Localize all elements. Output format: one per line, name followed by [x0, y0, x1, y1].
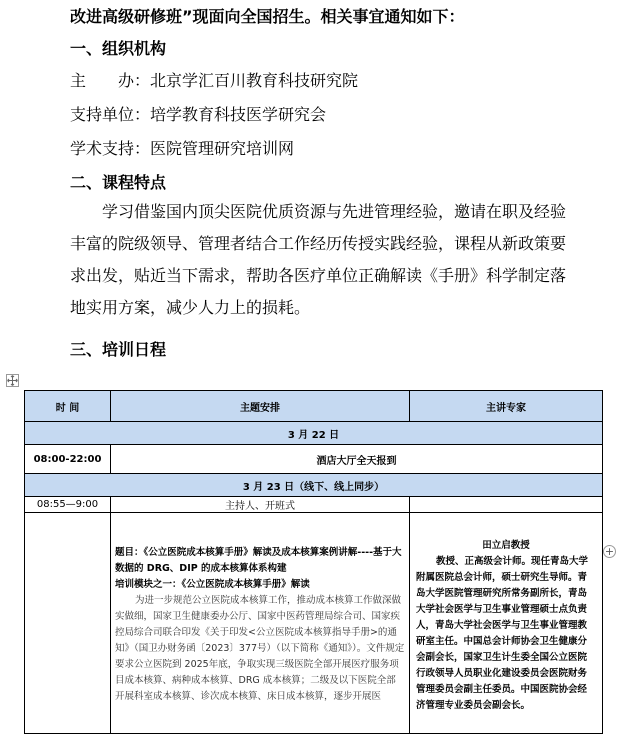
row-expert-empty [410, 497, 603, 513]
table-header-row [25, 391, 603, 422]
table-move-handle-icon[interactable] [6, 374, 19, 387]
row-topic-detail [111, 513, 410, 734]
schedule-table [24, 390, 603, 734]
support-line [70, 102, 326, 125]
topic-module: 培训模块之一：《公立医院成本核算手册》解读 [115, 579, 310, 590]
day-label-2: 3 月 23 日（线下、线上同步） [25, 474, 603, 497]
table-row [25, 513, 603, 734]
row-topic: 酒店大厅全天报到 [111, 445, 603, 474]
row-time: 08:55—9:00 [25, 497, 111, 513]
header-expert: 主讲专家 [410, 391, 603, 422]
row-expert-detail [410, 513, 603, 734]
header-topic: 主题安排 [111, 391, 410, 422]
support-label: 支持单位： [70, 105, 151, 124]
organizer-label: 主 办： [70, 71, 151, 90]
header-time: 时 间 [25, 391, 111, 422]
organizer-value: 北京学汇百川教育科技研究院 [150, 71, 359, 90]
day-row-2 [25, 474, 603, 497]
section3-title: 三、培训日程 [70, 340, 167, 359]
course-paragraph [70, 196, 570, 324]
intro-line: 改进高级研修班”现面向全国招生。相关事宜通知如下： [70, 7, 465, 26]
add-column-plus-icon[interactable]: + [604, 545, 615, 558]
organizer-line [70, 68, 358, 91]
topic-title: 题目：《公立医院成本核算手册》解读及成本核算案例讲解----基于大数据的 DRG、DIP 的成本核算体系构建 [115, 547, 402, 574]
row-time: 08:00-22:00 [25, 445, 111, 474]
table-row [25, 445, 603, 474]
section2-title: 二、课程特点 [70, 173, 167, 192]
expert-bio: 教授、正高级会计师。现任青岛大学附属医院总会计师，硕士研究生导师。青岛大学医院管理研究所常务副所长，青岛大学社会医学与卫生事业管理硕士点负责人，青岛大学社会医学与卫生事业管理教研室主任。中国总会计师协会卫生健康分会副会长，国家卫生计生委全国公立医院行政领导人员职业化建设委员会医院财务管理委员会副主任委员。中国医院协会经济管理专业委员会副会长。 [416, 556, 589, 711]
section1-title: 一、组织机构 [70, 39, 167, 58]
academic-line [70, 136, 294, 159]
academic-value: 医院管理研究培训网 [150, 139, 295, 158]
academic-label: 学术支持： [70, 139, 151, 158]
day-row-1 [25, 422, 603, 445]
row-time-empty [25, 513, 111, 734]
course-paragraph-text: 学习借鉴国内顶尖医院优质资源与先进管理经验，邀请在职及经验丰富的院级领导、管理者结合工作经历传授实践经验，课程从新政策要求出发，贴近当下需求，帮助各医疗单位正确解读《手册》科学制定落地实用方案，减少人力上的损耗。 [70, 202, 567, 317]
topic-body: 为进一步规范公立医院成本核算工作，推动成本核算工作做深做实做细，国家卫生健康委办公厅、国家中医药管理局综合司、国家疾控局综合司联合印发《关于印发<公立医院成本核算指导手册>的通知》（国卫办财务函〔2023〕377号）（以下简称《通知》）。文件规定要求公立医院到 2025年底，争取实现三级医院全部开展医疗服务项目成本核算、病种成本核算、DRG 成本核算；二级及以下医院全部开展科室成本核算、诊次成本核算、床日成本核算，逐步开展医 [115, 595, 405, 702]
table-row [25, 497, 603, 513]
day-label-1: 3 月 22 日 [25, 422, 603, 445]
row-topic: 主持人、开班式 [111, 497, 410, 513]
support-value: 培学教育科技医学研究会 [150, 105, 327, 124]
expert-name: 田立启教授 [482, 540, 530, 551]
